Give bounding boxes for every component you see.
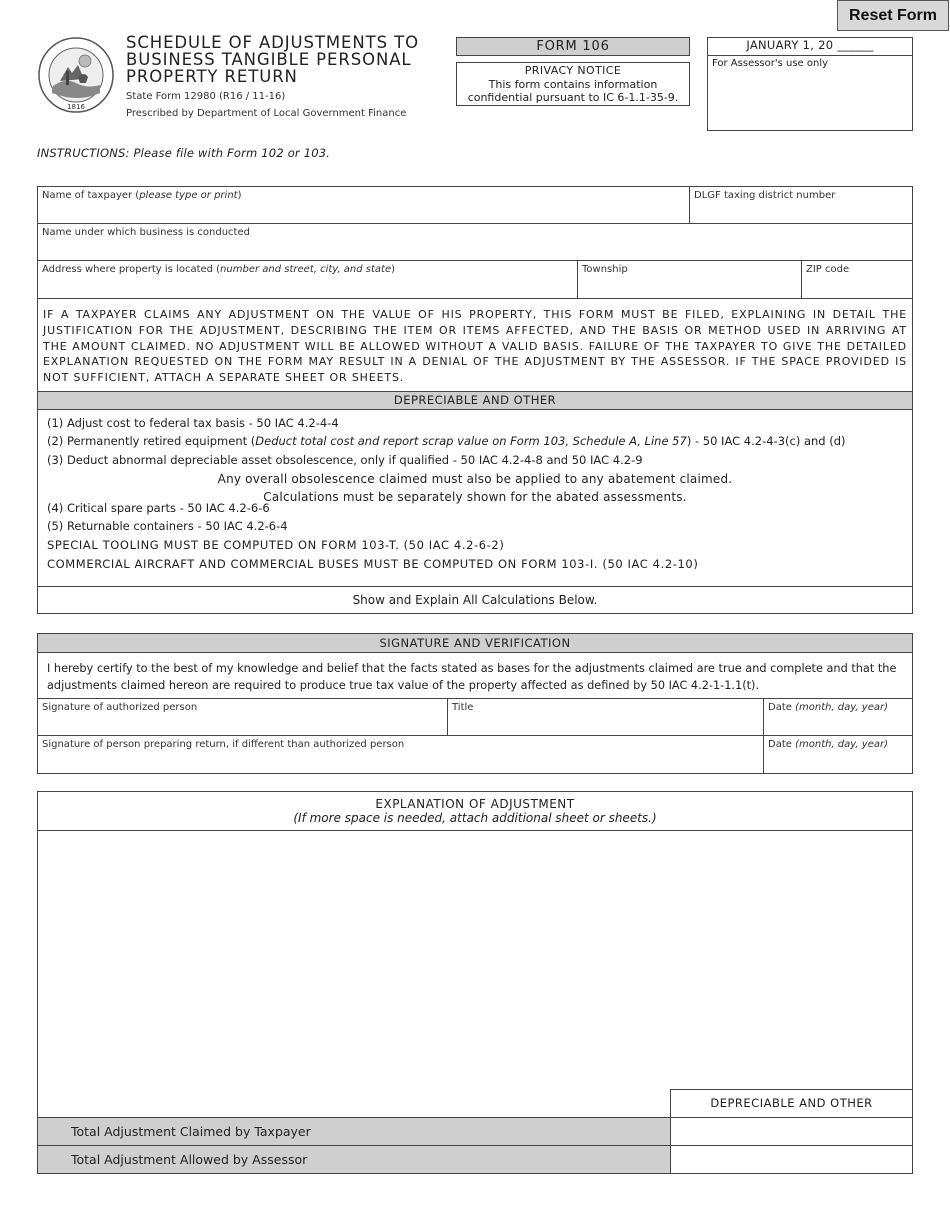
title-line-1: SCHEDULE OF ADJUSTMENTS TO xyxy=(126,33,419,52)
explanation-text-area[interactable] xyxy=(37,830,913,1118)
state-form-number: State Form 12980 (R16 / 11-16) xyxy=(126,91,286,102)
certify-line-2: adjustments claimed hereon are required to produce true tax value of the property affected as defined by 50 IAC 4.2-1-1.1(t). xyxy=(47,679,760,692)
form-number-box: FORM 106 xyxy=(456,37,690,56)
notice-paragraph: IF A TAXPAYER CLAIMS ANY ADJUSTMENT ON THE VALUE OF HIS PROPERTY, THIS FORM MUST BE FILED, EXPLAINING IN DETAIL THE JUSTIFICATION FOR THE ADJUSTMENT, DESCRIBING THE ITEM OR ITEMS AFFECTED, AND THE BASIS OR METHOD USED IN ARRIVING AT THE AMOUNT CLAIMED. NO ADJUSTMENT WILL BE ALLOWED WITHOUT A VALID BASIS. FAILURE OF THE TAXPAYER TO GIVE THE DETAILED EXPLANATION REQUESTED ON THE FORM MAY RESULT IN A DENIAL OF THE ADJUSTMENT BY THE ASSESSOR. IF THE SPACE PROVIDED IS NOT SUFFICIENT, ATTACH A SEPARATE SHEET OR SHEETS. xyxy=(43,308,907,385)
total-allowed-label: Total Adjustment Allowed by Assessor xyxy=(37,1145,671,1174)
assessor-use-label: For Assessor's use only xyxy=(712,58,829,69)
dlgf-district-label: DLGF taxing district number xyxy=(694,190,836,201)
title-label: Title xyxy=(452,702,474,713)
explanation-title: EXPLANATION OF ADJUSTMENT xyxy=(375,797,575,811)
total-claimed-label: Total Adjustment Claimed by Taxpayer xyxy=(37,1117,671,1146)
property-address-label: Address where property is located (number and street, city, and state) xyxy=(42,264,396,275)
obsolescence-note-1: Any overall obsolescence claimed must also be applied to any abatement claimed. xyxy=(217,472,733,486)
form-title xyxy=(126,34,436,85)
depreciable-column-header: DEPRECIABLE AND OTHER xyxy=(670,1089,913,1118)
item-3: (3) Deduct abnormal depreciable asset obsolescence, only if qualified - 50 IAC 4.2-4-8 and 50 IAC 4.2-9 xyxy=(47,453,643,467)
item-4: (4) Critical spare parts - 50 IAC 4.2-6-6 xyxy=(47,501,270,515)
title-field[interactable] xyxy=(447,698,764,736)
reset-form-button[interactable]: Reset Form xyxy=(837,0,949,31)
signature-date-label: Date (month, day, year) xyxy=(768,702,888,713)
item-5: (5) Returnable containers - 50 IAC 4.2-6-4 xyxy=(47,519,288,533)
township-field[interactable] xyxy=(577,260,802,299)
business-name-label: Name under which business is conducted xyxy=(42,227,250,238)
depreciable-header: DEPRECIABLE AND OTHER xyxy=(37,391,913,410)
zip-code-field[interactable] xyxy=(801,260,913,299)
aircraft-note: COMMERCIAL AIRCRAFT AND COMMERCIAL BUSES MUST BE COMPUTED ON FORM 103-I. (50 IAC 4.2-10) xyxy=(47,557,699,571)
prescribed-by: Prescribed by Department of Local Government Finance xyxy=(126,108,407,119)
explanation-subtitle: (If more space is needed, attach additional sheet or sheets.) xyxy=(293,811,657,825)
preparer-signature-field[interactable] xyxy=(37,735,764,774)
year-date-field[interactable]: JANUARY 1, 20 ______ xyxy=(707,37,913,56)
preparer-date-field[interactable] xyxy=(763,735,913,774)
taxpayer-name-label: Name of taxpayer (please type or print) xyxy=(42,190,242,201)
special-tooling-note: SPECIAL TOOLING MUST BE COMPUTED ON FORM 103-T. (50 IAC 4.2-6-2) xyxy=(47,538,505,552)
township-label: Township xyxy=(582,264,628,275)
taxpayer-name-field[interactable] xyxy=(37,186,690,224)
state-seal-logo xyxy=(38,37,114,113)
obsolescence-note-2: Calculations must be separately shown for the abated assessments. xyxy=(263,490,687,504)
certify-line-1: I hereby certify to the best of my knowledge and belief that the facts stated as bases for the adjustments claimed are true and complete and that the xyxy=(47,662,897,675)
property-address-field[interactable] xyxy=(37,260,578,299)
explanation-header xyxy=(37,791,913,831)
privacy-line-2: confidential pursuant to IC 6-1.1-35-9. xyxy=(467,91,679,104)
item-2: (2) Permanently retired equipment (Deduct total cost and report scrap value on Form 103, Schedule A, Line 57) - 50 IAC 4.2-4-3(c) and (d) xyxy=(47,434,846,448)
privacy-notice-box xyxy=(456,62,690,106)
signature-date-field[interactable] xyxy=(763,698,913,736)
total-allowed-field[interactable] xyxy=(670,1145,913,1174)
title-line-3: PROPERTY RETURN xyxy=(126,67,298,86)
total-claimed-field[interactable] xyxy=(670,1117,913,1146)
dlgf-district-field[interactable] xyxy=(689,186,913,224)
business-name-field[interactable] xyxy=(37,223,913,261)
authorized-signature-field[interactable] xyxy=(37,698,448,736)
instructions: INSTRUCTIONS: Please file with Form 102 or 103. xyxy=(37,146,331,160)
privacy-title: PRIVACY NOTICE xyxy=(524,64,622,77)
title-line-2: BUSINESS TANGIBLE PERSONAL xyxy=(126,50,412,69)
item-1: (1) Adjust cost to federal tax basis - 50 IAC 4.2-4-4 xyxy=(47,416,339,430)
privacy-line-1: This form contains information xyxy=(488,77,658,91)
signature-header: SIGNATURE AND VERIFICATION xyxy=(37,633,913,653)
zip-code-label: ZIP code xyxy=(806,264,850,275)
preparer-date-label: Date (month, day, year) xyxy=(768,739,888,750)
authorized-signature-label: Signature of authorized person xyxy=(42,702,198,713)
certification-text xyxy=(47,660,896,694)
preparer-signature-label: Signature of person preparing return, if different than authorized person xyxy=(42,739,405,750)
seal-year: 1816 xyxy=(67,103,85,111)
show-explain-note: Show and Explain All Calculations Below. xyxy=(37,586,913,614)
